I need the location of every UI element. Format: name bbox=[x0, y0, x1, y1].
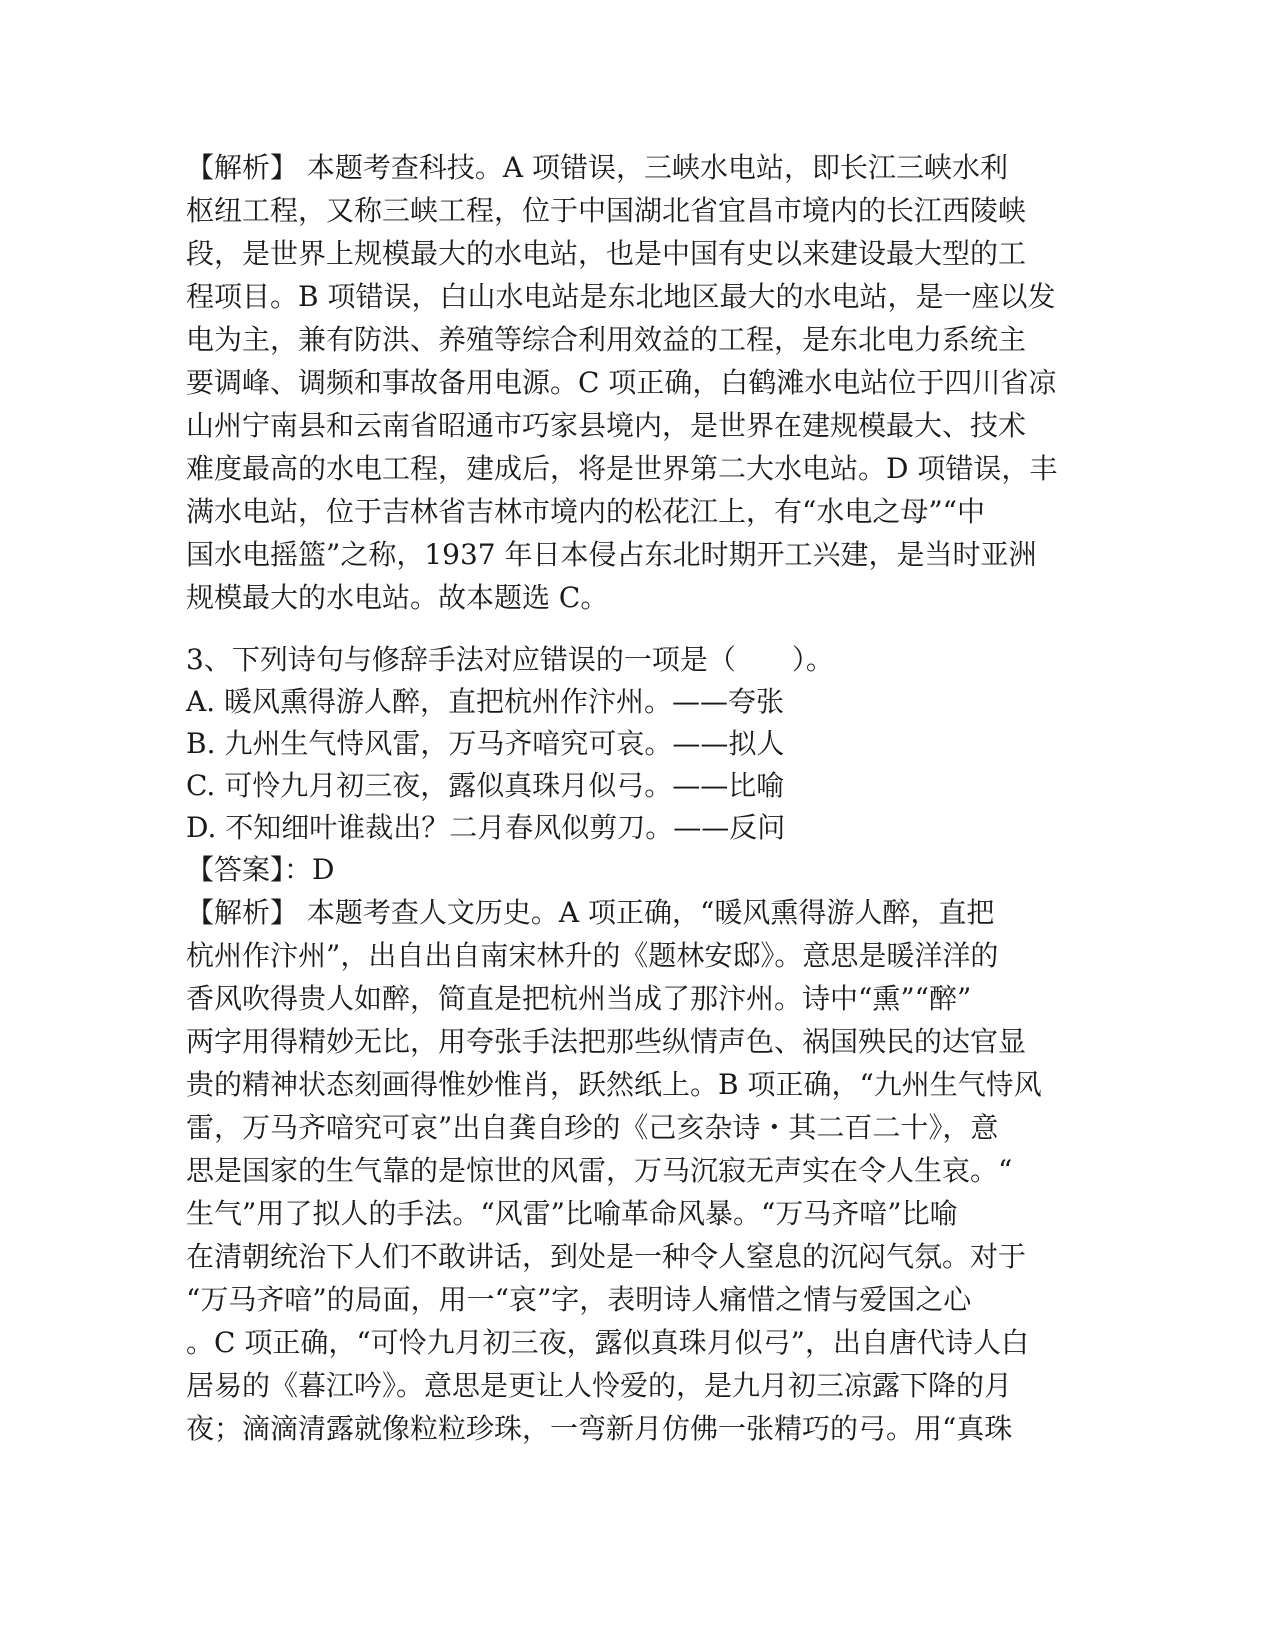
option-a: A. 暖风熏得游人醉，直把杭州作汴州。——夸张 bbox=[186, 685, 785, 718]
text-line: 。C 项正确，“可怜九月初三夜，露似真珠月似弓”，出自唐代诗人白 bbox=[186, 1326, 1029, 1359]
text-line: 山州宁南县和云南省昭通市巧家县境内，是世界在建规模最大、技术 bbox=[186, 409, 1027, 442]
question-block bbox=[186, 639, 1082, 891]
text-line: 要调峰、调频和事故备用电源。C 项正确，白鹤滩水电站位于四川省凉 bbox=[186, 366, 1057, 399]
option-d: D. 不知细叶谁裁出？二月春风似剪刀。——反问 bbox=[186, 811, 786, 844]
text-line: 两字用得精妙无比，用夸张手法把那些纵情声色、祸国殃民的达官显 bbox=[186, 1025, 1027, 1058]
text-line: 【解析】 本题考查人文历史。A 项正确，“暖风熏得游人醉，直把 bbox=[186, 896, 995, 929]
text-line: 生气”用了拟人的手法。“风雷”比喻革命风暴。“万马齐喑”比喻 bbox=[186, 1197, 958, 1230]
option-b: B. 九州生气恃风雷，万马齐喑究可哀。——拟人 bbox=[186, 727, 785, 760]
text-line: “万马齐喑”的局面，用一“哀”字，表明诗人痛惜之情与爱国之心 bbox=[186, 1283, 972, 1316]
text-line: 段，是世界上规模最大的水电站，也是中国有史以来建设最大型的工 bbox=[186, 237, 1027, 270]
explanation-paragraph-1 bbox=[186, 146, 1082, 619]
text-line: 满水电站，位于吉林省吉林市境内的松花江上，有“水电之母”“中 bbox=[186, 495, 985, 528]
text-line: 国水电摇篮”之称，1937 年日本侵占东北时期开工兴建，是当时亚洲 bbox=[186, 538, 1037, 571]
text-line: 枢纽工程，又称三峡工程，位于中国湖北省宜昌市境内的长江西陵峡 bbox=[186, 194, 1027, 227]
text-line: 在清朝统治下人们不敢讲话，到处是一种令人窒息的沉闷气氛。对于 bbox=[186, 1240, 1027, 1273]
text-line: 杭州作汴州”，出自出自南宋林升的《题林安邸》。意思是暖洋洋的 bbox=[186, 939, 999, 972]
text-line: 思是国家的生气靠的是惊世的风雷，万马沉寂无声实在令人生哀。“ bbox=[186, 1154, 1013, 1187]
answer-line: 【答案】：D bbox=[186, 853, 335, 886]
text-line: 香风吹得贵人如醉，简直是把杭州当成了那汴州。诗中“熏”“醉” bbox=[186, 982, 972, 1015]
text-line: 【解析】 本题考查科技。A 项错误，三峡水电站，即长江三峡水利 bbox=[186, 151, 1009, 184]
text-line: 夜；滴滴清露就像粒粒珍珠，一弯新月仿佛一张精巧的弓。用“真珠 bbox=[186, 1412, 1013, 1445]
document-body bbox=[186, 146, 1082, 1450]
text-line: 程项目。B 项错误，白山水电站是东北地区最大的水电站，是一座以发 bbox=[186, 280, 1056, 313]
text-line: 难度最高的水电工程，建成后，将是世界第二大水电站。D 项错误，丰 bbox=[186, 452, 1058, 485]
text-line: 电为主，兼有防洪、养殖等综合利用效益的工程，是东北电力系统主 bbox=[186, 323, 1027, 356]
question-stem: 3、下列诗句与修辞手法对应错误的一项是（ ）。 bbox=[186, 643, 834, 676]
text-line: 雷，万马齐喑究可哀”出自龚自珍的《己亥杂诗・其二百二十》，意 bbox=[186, 1111, 999, 1144]
paragraph-spacer bbox=[186, 619, 1082, 639]
option-c: C. 可怜九月初三夜，露似真珠月似弓。——比喻 bbox=[186, 769, 785, 802]
text-line: 规模最大的水电站。故本题选 C。 bbox=[186, 581, 609, 614]
text-line: 居易的《暮江吟》。意思是更让人怜爱的，是九月初三凉露下降的月 bbox=[186, 1369, 1013, 1402]
text-line: 贵的精神状态刻画得惟妙惟肖，跃然纸上。B 项正确，“九州生气恃风 bbox=[186, 1068, 1042, 1101]
explanation-paragraph-2 bbox=[186, 891, 1082, 1450]
